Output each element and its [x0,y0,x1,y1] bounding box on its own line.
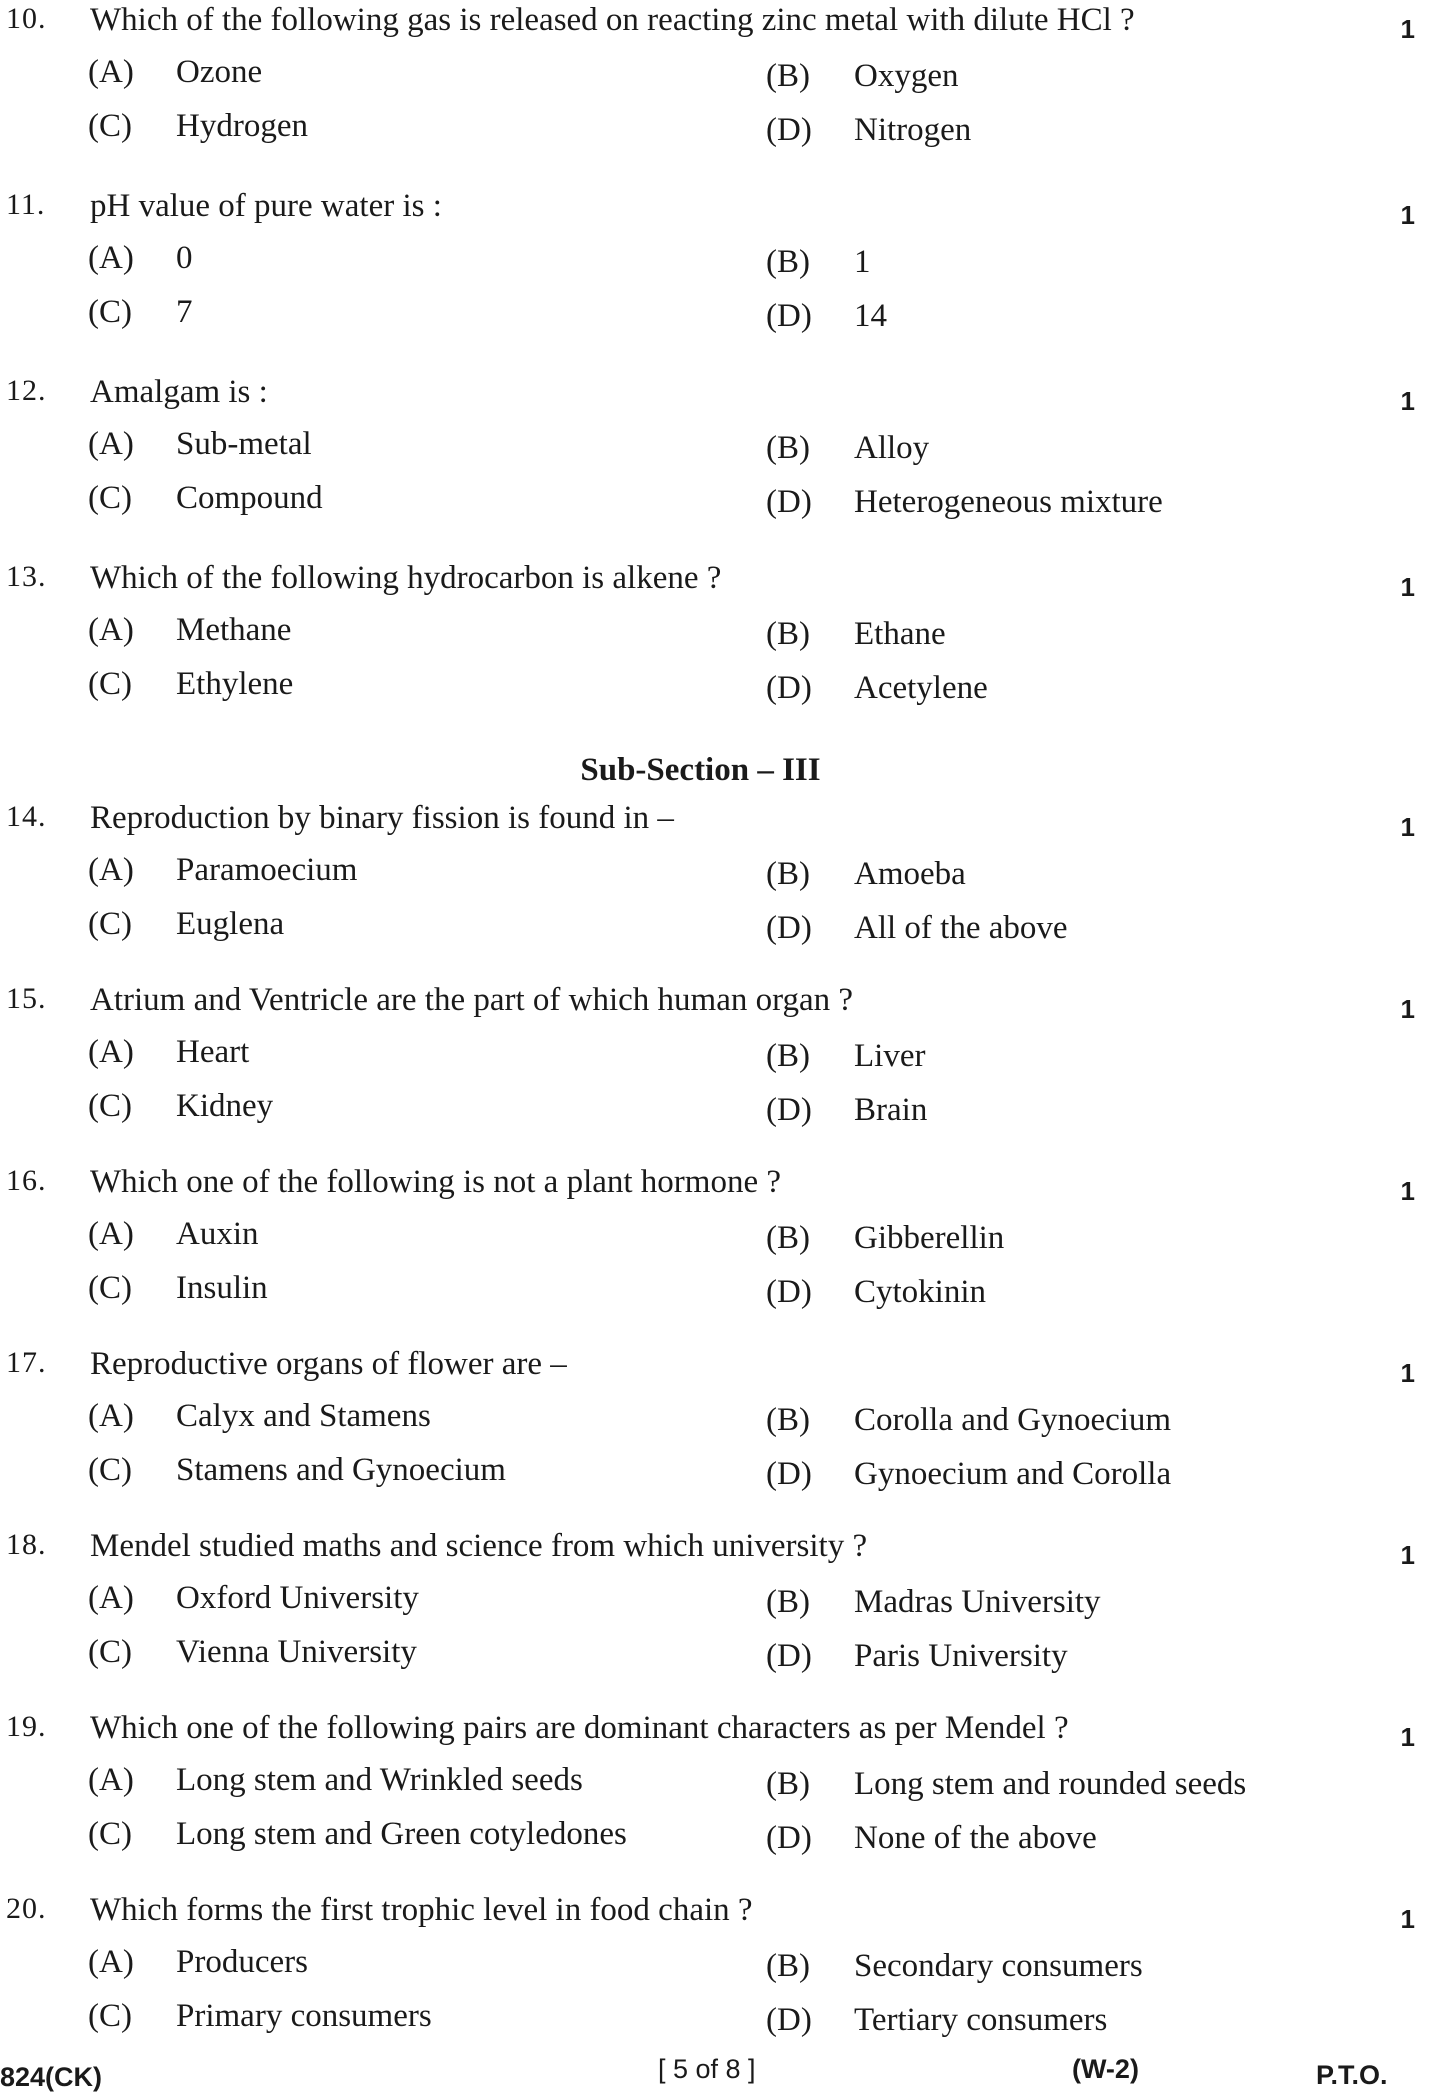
paper-set: (W-2) [1072,2054,1139,2084]
option-label: (C) [88,1088,132,1124]
option-text: Heterogeneous mixture [854,484,1163,520]
option-text: Auxin [176,1216,259,1252]
option-c [88,108,308,145]
question-text: Atrium and Ventricle are the part of which human organ ? [90,982,854,1018]
question-12 [0,374,1429,534]
question-number: 14. [6,800,47,833]
page-footer [0,2050,1429,2090]
question-16 [0,1164,1429,1324]
option-label: (B) [766,616,810,652]
page-number: [ 5 of 8 ] [658,2054,756,2084]
option-label: (B) [766,856,810,892]
option-label: (C) [88,906,132,942]
option-text: Paris University [854,1638,1068,1674]
option-text: Madras University [854,1584,1101,1620]
option-text: Stamens and Gynoecium [176,1452,506,1488]
question-marks: 1 [1400,200,1415,230]
option-text: Heart [176,1034,250,1070]
option-label: (D) [766,910,812,946]
question-number: 10. [6,2,47,35]
option-label: (D) [766,298,812,334]
option-text: Ethylene [176,666,294,702]
question-marks: 1 [1400,386,1415,416]
option-label: (C) [88,108,132,144]
option-label: (B) [766,1948,810,1984]
option-label: (A) [88,852,134,888]
question-number: 17. [6,1346,47,1379]
question-20 [0,1892,1429,2052]
question-number: 15. [6,982,47,1015]
option-text: Primary consumers [176,1998,432,2034]
option-d [766,1456,1171,1493]
paper-code: 824(CK) [0,2062,103,2092]
option-c [88,1634,417,1671]
option-label: (A) [88,240,134,276]
option-text: Paramoecium [176,852,358,888]
option-label: (A) [88,1398,134,1434]
question-10 [0,2,1429,162]
option-label: (C) [88,1816,132,1852]
option-a [88,1034,249,1071]
option-a [88,852,357,889]
option-label: (C) [88,1634,132,1670]
question-text: Reproductive organs of flower are – [90,1346,567,1382]
option-label: (A) [88,1762,134,1798]
option-a [88,1762,583,1799]
option-label: (C) [88,666,132,702]
option-text: Euglena [176,906,285,942]
option-b [766,1402,1171,1439]
option-b [766,856,966,893]
option-d [766,910,1068,947]
option-text: Ethane [854,616,946,652]
question-marks: 1 [1400,572,1415,602]
question-text: Which forms the first trophic level in food chain ? [90,1892,753,1928]
option-text: Cytokinin [854,1274,987,1310]
option-a [88,1398,431,1435]
question-text: Which of the following gas is released on reacting zinc metal with dilute HCl ? [90,2,1135,38]
option-text: Tertiary consumers [854,2002,1108,2038]
subsection-heading [0,752,1429,789]
option-text: Oxford University [176,1580,419,1616]
option-text: Liver [854,1038,926,1074]
question-17 [0,1346,1429,1506]
option-text: Long stem and Wrinkled seeds [176,1762,583,1798]
option-label: (B) [766,1220,810,1256]
option-text: Secondary consumers [854,1948,1143,1984]
option-d [766,1092,927,1129]
option-label: (D) [766,112,812,148]
option-label: (A) [88,1216,134,1252]
option-c [88,294,193,331]
question-marks: 1 [1400,812,1415,842]
option-c [88,906,284,943]
question-15 [0,982,1429,1142]
question-number: 11. [6,188,46,221]
option-label: (A) [88,612,134,648]
option-d [766,1638,1068,1675]
option-b [766,1220,1004,1257]
question-marks: 1 [1400,1540,1415,1570]
question-number: 20. [6,1892,47,1925]
question-text: Which one of the following is not a plant hormone ? [90,1164,782,1200]
option-text: Hydrogen [176,108,308,144]
question-19 [0,1710,1429,1870]
option-label: (C) [88,1998,132,2034]
option-label: (A) [88,1034,134,1070]
option-text: Insulin [176,1270,268,1306]
option-label: (C) [88,480,132,516]
question-number: 16. [6,1164,47,1197]
option-text: Compound [176,480,323,516]
option-text: Kidney [176,1088,274,1124]
option-d [766,484,1163,521]
option-text: None of the above [854,1820,1097,1856]
option-b [766,244,871,281]
option-label: (A) [88,426,134,462]
option-label: (B) [766,1038,810,1074]
question-number: 12. [6,374,47,407]
option-b [766,430,929,467]
option-text: Oxygen [854,58,959,94]
option-label: (D) [766,484,812,520]
option-text: Methane [176,612,292,648]
question-marks: 1 [1400,1904,1415,1934]
option-label: (A) [88,1944,134,1980]
option-text: Brain [854,1092,928,1128]
option-text: Gibberellin [854,1220,1005,1256]
option-d [766,670,988,707]
question-text: Amalgam is : [90,374,268,410]
option-a [88,240,193,277]
option-b [766,1038,925,1075]
question-11 [0,188,1429,348]
option-label: (C) [88,1452,132,1488]
option-a [88,54,262,91]
question-text: Which of the following hydrocarbon is alkene ? [90,560,722,596]
option-text: Corolla and Gynoecium [854,1402,1172,1438]
option-label: (B) [766,58,810,94]
option-text: 14 [854,298,887,334]
option-b [766,1584,1101,1621]
option-text: Nitrogen [854,112,972,148]
option-c [88,1270,268,1307]
option-a [88,1944,308,1981]
option-b [766,58,958,95]
option-label: (D) [766,1638,812,1674]
option-a [88,612,291,649]
option-c [88,1998,432,2035]
please-turn-over: P.T.O. [1316,2060,1388,2090]
question-text: Mendel studied maths and science from which university ? [90,1528,868,1564]
option-b [766,616,946,653]
option-label: (D) [766,1274,812,1310]
option-label: (D) [766,2002,812,2038]
option-c [88,480,323,517]
option-b [766,1948,1143,1985]
option-label: (B) [766,430,810,466]
option-text: Long stem and rounded seeds [854,1766,1247,1802]
option-text: 0 [176,240,193,276]
option-a [88,1580,419,1617]
option-a [88,426,312,463]
option-b [766,1766,1246,1803]
question-13 [0,560,1429,720]
option-label: (B) [766,1584,810,1620]
option-c [88,1088,273,1125]
option-text: Producers [176,1944,308,1980]
question-marks: 1 [1400,1176,1415,1206]
option-label: (A) [88,1580,134,1616]
option-c [88,666,293,703]
option-label: (B) [766,1766,810,1802]
option-text: Long stem and Green cotyledones [176,1816,627,1852]
option-text: Amoeba [854,856,966,892]
option-label: (D) [766,1820,812,1856]
option-text: 1 [854,244,871,280]
option-d [766,1274,986,1311]
question-number: 19. [6,1710,47,1743]
option-d [766,2002,1107,2039]
question-number: 13. [6,560,47,593]
option-label: (C) [88,294,132,330]
option-a [88,1216,259,1253]
question-text: Which one of the following pairs are dominant characters as per Mendel ? [90,1710,1069,1746]
option-text: Gynoecium and Corolla [854,1456,1172,1492]
option-label: (B) [766,1402,810,1438]
option-text: Acetylene [854,670,988,706]
option-text: 7 [176,294,193,330]
option-c [88,1816,627,1853]
option-c [88,1452,506,1489]
question-marks: 1 [1400,14,1415,44]
option-label: (D) [766,670,812,706]
option-text: Calyx and Stamens [176,1398,431,1434]
question-marks: 1 [1400,994,1415,1024]
subsection-title: Sub-Section – III [580,752,821,788]
question-marks: 1 [1400,1358,1415,1388]
option-d [766,1820,1097,1857]
option-label: (B) [766,244,810,280]
question-number: 18. [6,1528,47,1561]
option-d [766,298,887,335]
question-18 [0,1528,1429,1688]
option-d [766,112,971,149]
option-label: (D) [766,1092,812,1128]
option-label: (A) [88,54,134,90]
question-marks: 1 [1400,1722,1415,1752]
option-text: Ozone [176,54,263,90]
question-text: Reproduction by binary fission is found in – [90,800,674,836]
option-label: (D) [766,1456,812,1492]
option-text: Sub-metal [176,426,312,462]
option-text: Alloy [854,430,930,466]
option-label: (C) [88,1270,132,1306]
option-text: Vienna University [176,1634,417,1670]
option-text: All of the above [854,910,1068,946]
question-14 [0,800,1429,960]
question-text: pH value of pure water is : [90,188,442,224]
